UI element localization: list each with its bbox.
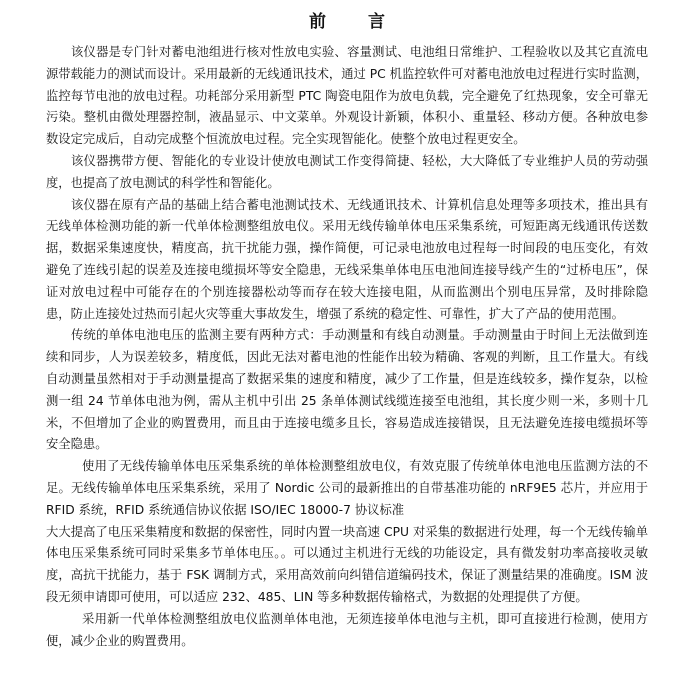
paragraph-overview: 该仪器是专门针对蓄电池组进行核对性放电实验、容量测试、电池组日常维护、工程验收以及其它直流电源带载能力的测试而设计。采用最新的无线通讯技术，通过 PC 机监控软件可对蓄电池放电过程进行实时监测，监控每节电池的放电过程。功耗部分采用新型 PTC 陶瓷电阻作为放电负载，完全避免了红热现象，安全可靠无污染。整机由微处理器控制，液晶显示、中文菜单。外观设计新颖，体积小、重量轻、移动方便。各种放电参数设定完成后，自动完成整个恒流放电过程。完全实现智能化。使整个放电过程更安全。 [46, 45, 648, 147]
document-body [46, 42, 648, 652]
paragraph-wireless-system: 使用了无线传输单体电压采集系统的单体检测整组放电仪，有效克服了传统单体电池电压监测方法的不足。无线传输单体电压采集系统，采用了 Nordic 公司的最新推出的自带基准功能的 nRF9E5 芯片，并应用于 RFID 系统，RFID 系统通信协议依据 ISO/IEC 18000-7 协议标准 [46, 459, 648, 517]
page-title: 前 言 [309, 12, 403, 32]
paragraph-accuracy: 大大提高了电压采集精度和数据的保密性，同时内置一块高速 CPU 对采集的数据进行处理，每一个无线传输单体电压采集系统可同时采集多节单体电压。。可以通过主机进行无线的功能设定，具有微发射功率高接收灵敏度，高抗干扰能力，基于 FSK 调制方式，采用高效前向纠错信道编码技术，保证了测量结果的准确度。ISM 波段无须申请即可使用，可以适应 232、485、LIN 等多种数据传输格式，为数据的处理提供了方便。 [46, 524, 648, 604]
paragraph-conclusion: 采用新一代单体检测整组放电仪监测单体电池，无须连接单体电池与主机，即可直接进行检测，使用方便，减少企业的购置费用。 [46, 611, 648, 648]
paragraph-wireless-detection: 该仪器在原有产品的基础上结合蓄电池测试技术、无线通讯技术、计算机信息处理等多项技术，推出具有无线单体检测功能的新一代单体检测整组放电仪。采用无线传输单体电压采集系统，可短距离无线通讯传送数据，数据采集速度快，精度高，抗干扰能力强，操作简便，可记录电池放电过程每一时间段的电压变化，有效避免了连线引起的误差及连接电缆损坏等安全隐患，无线采集单体电压电池间连接导线产生的“过桥电压”，保证对放电过程中可能存在的个别连接器松动等而存在较大连接电阻，从而监测出个别电压异常，及时排除隐患，防止连接处过热而引起火灾等重大事故发生，增强了系统的稳定性、可靠性，扩大了产品的使用范围。 [46, 197, 648, 321]
paragraph-portability: 该仪器携带方便、智能化的专业设计使放电测试工作变得简捷、轻松，大大降低了专业维护人员的劳动强度，也提高了放电测试的科学性和智能化。 [46, 153, 648, 190]
paragraph-traditional-methods: 传统的单体电池电压的监测主要有两种方式：手动测量和有线自动测量。手动测量由于时间上无法做到连续和同步，人为误差较多，精度低，因此无法对蓄电池的性能作出较为精确、客观的判断，且工作量大。有线自动测量虽然相对于手动测量提高了数据采集的速度和精度，减少了工作量，但是连线较多，操作复杂，以检测一组 24 节单体电池为例，需从主机中引出 25 条单体测试线缆连接至电池组，其长度少则一米，多则十几米，不但增加了企业的购置费用，而且由于连接电缆多且长，容易造成连接错误，且无法避免连接电缆损坏等安全隐患。 [46, 328, 648, 452]
